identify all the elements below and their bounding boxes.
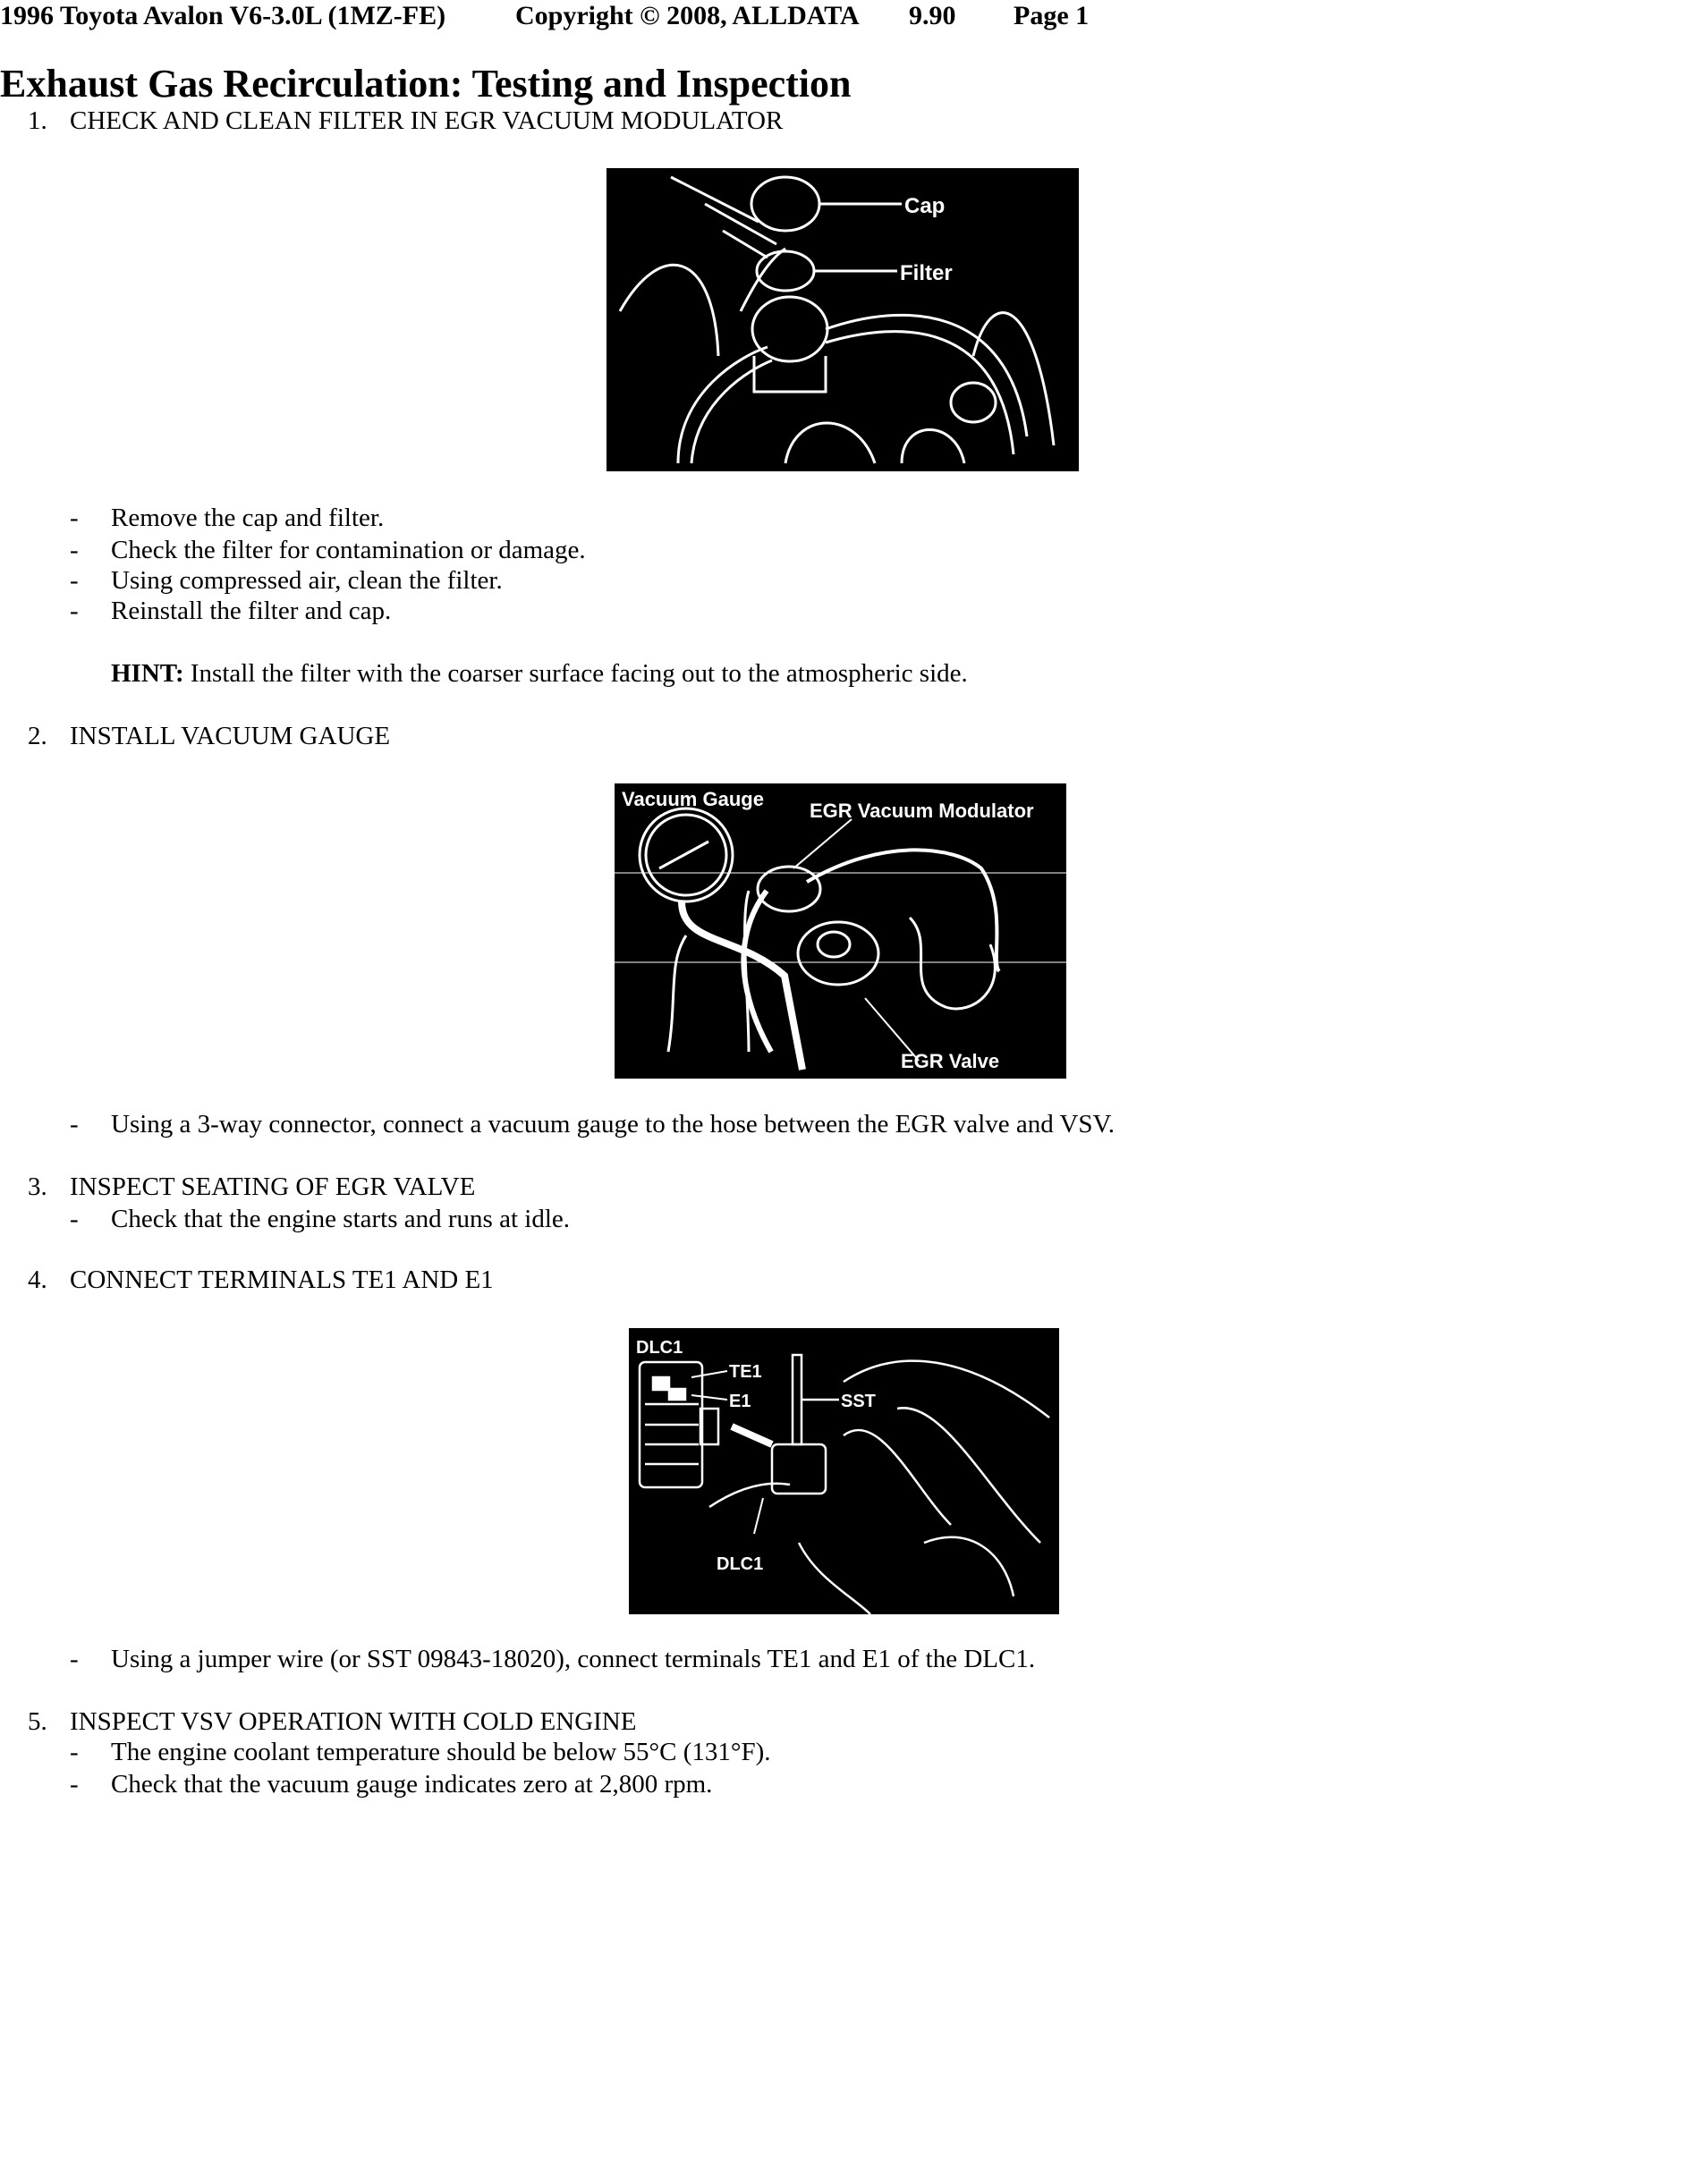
label-cap: Cap [904, 194, 946, 218]
page-title: Exhaust Gas Recirculation: Testing and Inspection [0, 62, 852, 106]
label-dlc1-top: DLC1 [636, 1338, 683, 1358]
header-version: 9.90 [909, 1, 956, 30]
hint-label: HINT: [111, 659, 184, 688]
label-egr-vacuum-modulator: EGR Vacuum Modulator [810, 800, 1034, 822]
bullet-marker: - [70, 536, 79, 564]
step-title: CHECK AND CLEAN FILTER IN EGR VACUUM MODULATOR [70, 106, 784, 135]
label-filter: Filter [900, 261, 953, 285]
step-title: INSPECT SEATING OF EGR VALVE [70, 1172, 476, 1201]
label-egr-valve: EGR Valve [901, 1050, 1000, 1072]
bullet-marker: - [70, 504, 79, 532]
header-vehicle: 1996 Toyota Avalon V6-3.0L (1MZ-FE) [0, 1, 446, 30]
bullet-text: Reinstall the filter and cap. [111, 597, 392, 625]
header-page: Page 1 [1014, 1, 1090, 30]
bullet-marker: - [70, 1205, 79, 1233]
label-e1: E1 [729, 1392, 751, 1411]
label-te1: TE1 [729, 1362, 762, 1382]
bullet-text: Using compressed air, clean the filter. [111, 566, 503, 595]
header-copyright: Copyright © 2008, ALLDATA [515, 1, 860, 30]
bullet-marker: - [70, 1110, 79, 1139]
bullet-text: Check that the vacuum gauge indicates zero at 2,800 rpm. [111, 1770, 713, 1799]
label-sst: SST [841, 1392, 876, 1411]
bullet-text: Check the filter for contamination or damage. [111, 536, 586, 564]
figure-egr-vacuum-modulator-filter [606, 168, 1079, 471]
hint [111, 658, 968, 689]
step-title: CONNECT TERMINALS TE1 AND E1 [70, 1266, 494, 1294]
step-number: 2. [28, 722, 47, 750]
hint-text: Install the filter with the coarser surface facing out to the atmospheric side. [190, 659, 968, 688]
bullet-marker: - [70, 1770, 79, 1799]
step-number: 5. [28, 1707, 47, 1736]
step-title: INSPECT VSV OPERATION WITH COLD ENGINE [70, 1707, 637, 1736]
figure-dlc1-terminals [629, 1328, 1059, 1614]
step-title: INSTALL VACUUM GAUGE [70, 722, 391, 750]
step-number: 4. [28, 1266, 47, 1294]
figure-vacuum-gauge-install [615, 783, 1066, 1079]
bullet-marker: - [70, 1738, 79, 1766]
bullet-marker: - [70, 597, 79, 625]
bullet-text: Using a jumper wire (or SST 09843-18020), connect terminals TE1 and E1 of the DLC1. [111, 1645, 1036, 1673]
bullet-text: The engine coolant temperature should be below 55°C (131°F). [111, 1738, 771, 1766]
label-vacuum-gauge: Vacuum Gauge [622, 788, 764, 810]
step-number: 1. [28, 106, 47, 135]
bullet-text: Check that the engine starts and runs at idle. [111, 1205, 570, 1233]
label-dlc1-bottom: DLC1 [717, 1554, 764, 1574]
step-number: 3. [28, 1172, 47, 1201]
bullet-marker: - [70, 566, 79, 595]
bullet-marker: - [70, 1645, 79, 1673]
bullet-text: Remove the cap and filter. [111, 504, 385, 532]
bullet-text: Using a 3-way connector, connect a vacuum gauge to the hose between the EGR valve and VSV. [111, 1110, 1115, 1139]
